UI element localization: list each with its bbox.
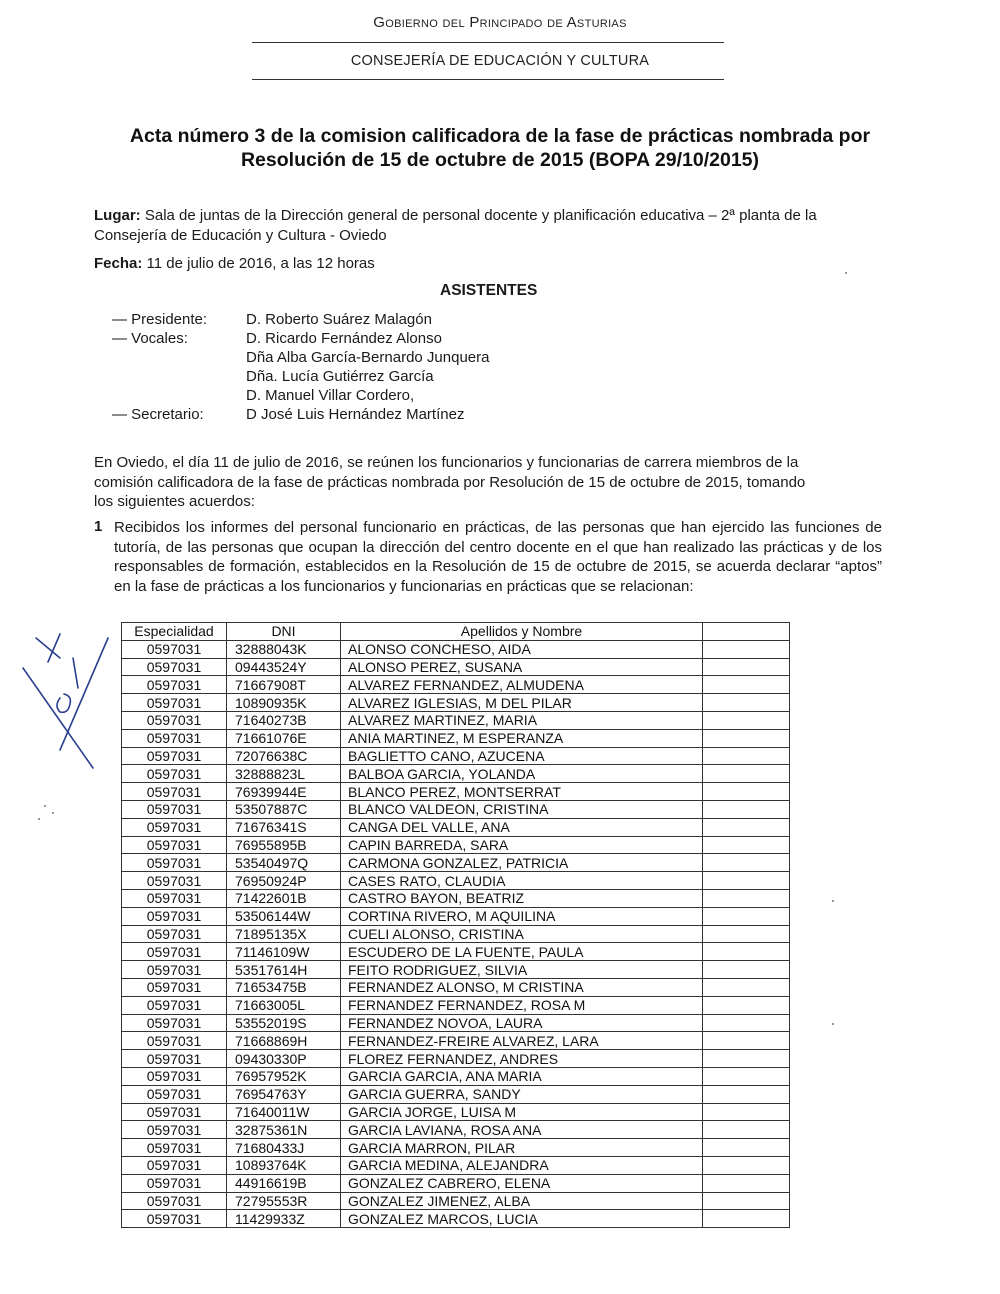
col-header-especialidad: Especialidad xyxy=(122,623,227,641)
cell-dni: 71661076E xyxy=(227,729,341,747)
table-row xyxy=(122,640,790,658)
cell-blank xyxy=(703,889,790,907)
cell-dni: 10893764K xyxy=(227,1156,341,1174)
cell-nombre: ANIA MARTINEZ, M ESPERANZA xyxy=(341,729,703,747)
cell-blank xyxy=(703,1139,790,1157)
cell-especialidad: 0597031 xyxy=(122,872,227,890)
cell-blank xyxy=(703,854,790,872)
cell-especialidad: 0597031 xyxy=(122,1156,227,1174)
cell-blank xyxy=(703,907,790,925)
table-row xyxy=(122,1103,790,1121)
cell-blank xyxy=(703,872,790,890)
cell-blank xyxy=(703,1103,790,1121)
cell-blank xyxy=(703,729,790,747)
cell-nombre: ALONSO PEREZ, SUSANA xyxy=(341,658,703,676)
cell-dni: 71680433J xyxy=(227,1139,341,1157)
intro-line-1: En Oviedo, el día 11 de julio de 2016, se reúnen los funcionarios y funcionarias de carrera miembros de la xyxy=(94,454,799,471)
cell-blank xyxy=(703,996,790,1014)
intro-paragraph xyxy=(94,453,884,512)
table-row xyxy=(122,658,790,676)
cell-blank xyxy=(703,1156,790,1174)
cell-dni: 76955895B xyxy=(227,836,341,854)
cell-dni: 76957952K xyxy=(227,1067,341,1085)
table-row xyxy=(122,925,790,943)
cell-dni: 76939944E xyxy=(227,783,341,801)
cell-dni: 71422601B xyxy=(227,889,341,907)
col-header-dni: DNI xyxy=(227,623,341,641)
table-row xyxy=(122,1210,790,1228)
cell-nombre: BAGLIETTO CANO, AZUCENA xyxy=(341,747,703,765)
table-row xyxy=(122,1156,790,1174)
title-line-2: Resolución de 15 de octubre de 2015 (BOPA 29/10/2015) xyxy=(240,149,760,171)
table-row xyxy=(122,694,790,712)
table-row xyxy=(122,961,790,979)
cell-especialidad: 0597031 xyxy=(122,818,227,836)
letterhead-rule-bottom xyxy=(252,79,724,80)
table-row xyxy=(122,872,790,890)
table-row xyxy=(122,765,790,783)
cell-nombre: FEITO RODRIGUEZ, SILVIA xyxy=(341,961,703,979)
cell-dni: 53540497Q xyxy=(227,854,341,872)
cell-especialidad: 0597031 xyxy=(122,1067,227,1085)
cell-blank xyxy=(703,1067,790,1085)
cell-blank xyxy=(703,978,790,996)
table-row xyxy=(122,1067,790,1085)
cell-nombre: GONZALEZ MARCOS, LUCIA xyxy=(341,1210,703,1228)
cell-especialidad: 0597031 xyxy=(122,676,227,694)
agreement-number: 1 xyxy=(94,518,103,535)
cell-blank xyxy=(703,818,790,836)
table-row xyxy=(122,978,790,996)
attendee-name: Dña. Lucía Gutiérrez García xyxy=(246,368,434,385)
table-row xyxy=(122,836,790,854)
scan-speck xyxy=(832,900,834,902)
cell-nombre: CAPIN BARREDA, SARA xyxy=(341,836,703,854)
cell-blank xyxy=(703,800,790,818)
cell-nombre: CASTRO BAYON, BEATRIZ xyxy=(341,889,703,907)
cell-nombre: CASES RATO, CLAUDIA xyxy=(341,872,703,890)
cell-dni: 71676341S xyxy=(227,818,341,836)
cell-nombre: GONZALEZ JIMENEZ, ALBA xyxy=(341,1192,703,1210)
cell-blank xyxy=(703,640,790,658)
table-row xyxy=(122,1050,790,1068)
cell-blank xyxy=(703,1032,790,1050)
cell-especialidad: 0597031 xyxy=(122,783,227,801)
cell-nombre: ALVAREZ IGLESIAS, M DEL PILAR xyxy=(341,694,703,712)
scan-speck xyxy=(52,812,54,814)
cell-blank xyxy=(703,1085,790,1103)
table-row xyxy=(122,676,790,694)
cell-nombre: GARCIA GARCIA, ANA MARIA xyxy=(341,1067,703,1085)
cell-nombre: BALBOA GARCIA, YOLANDA xyxy=(341,765,703,783)
cell-blank xyxy=(703,658,790,676)
cell-nombre: FERNANDEZ-FREIRE ALVAREZ, LARA xyxy=(341,1032,703,1050)
table-row xyxy=(122,800,790,818)
cell-nombre: FERNANDEZ ALONSO, M CRISTINA xyxy=(341,978,703,996)
cell-blank xyxy=(703,1210,790,1228)
cell-dni: 32888043K xyxy=(227,640,341,658)
cell-dni: 09443524Y xyxy=(227,658,341,676)
cell-especialidad: 0597031 xyxy=(122,1121,227,1139)
cell-dni: 71653475B xyxy=(227,978,341,996)
cell-especialidad: 0597031 xyxy=(122,978,227,996)
cell-nombre: GARCIA LAVIANA, ROSA ANA xyxy=(341,1121,703,1139)
cell-especialidad: 0597031 xyxy=(122,1032,227,1050)
attendee-name: D. Roberto Suárez Malagón xyxy=(246,311,432,328)
scan-speck xyxy=(38,818,40,820)
cell-especialidad: 0597031 xyxy=(122,765,227,783)
cell-nombre: CUELI ALONSO, CRISTINA xyxy=(341,925,703,943)
cell-dni: 72076638C xyxy=(227,747,341,765)
cell-dni: 32875361N xyxy=(227,1121,341,1139)
attendee-name: D. Ricardo Fernández Alonso xyxy=(246,330,442,347)
table-row xyxy=(122,1192,790,1210)
cell-nombre: CORTINA RIVERO, M AQUILINA xyxy=(341,907,703,925)
role-vocales: — Vocales: xyxy=(112,330,188,347)
cell-nombre: ALONSO CONCHESO, AIDA xyxy=(341,640,703,658)
approved-candidates-table xyxy=(121,622,790,1228)
cell-dni: 71668869H xyxy=(227,1032,341,1050)
cell-nombre: GONZALEZ CABRERO, ELENA xyxy=(341,1174,703,1192)
table-row xyxy=(122,711,790,729)
document-title xyxy=(100,124,900,172)
cell-blank xyxy=(703,1121,790,1139)
cell-dni: 32888823L xyxy=(227,765,341,783)
table-row xyxy=(122,1085,790,1103)
cell-dni: 71146109W xyxy=(227,943,341,961)
cell-dni: 09430330P xyxy=(227,1050,341,1068)
cell-nombre: FERNANDEZ NOVOA, LAURA xyxy=(341,1014,703,1032)
cell-especialidad: 0597031 xyxy=(122,729,227,747)
handwritten-signature-icon xyxy=(18,628,118,828)
attendees-heading: ASISTENTES xyxy=(440,282,538,299)
cell-dni: 53517614H xyxy=(227,961,341,979)
scan-speck xyxy=(845,272,847,274)
role-secretario: — Secretario: xyxy=(112,406,204,423)
cell-dni: 44916619B xyxy=(227,1174,341,1192)
cell-especialidad: 0597031 xyxy=(122,694,227,712)
cell-dni: 10890935K xyxy=(227,694,341,712)
scan-speck xyxy=(44,805,46,807)
cell-nombre: GARCIA GUERRA, SANDY xyxy=(341,1085,703,1103)
cell-blank xyxy=(703,765,790,783)
cell-especialidad: 0597031 xyxy=(122,658,227,676)
attendee-name: D. Manuel Villar Cordero, xyxy=(246,387,415,404)
intro-line-2: comisión calificadora de la fase de prácticas nombrada por Resolución de 15 de octubre de 2015, tomando xyxy=(94,473,806,491)
agreement-text: Recibidos los informes del personal funcionario en prácticas, de las personas que han ejercido las funciones de tutoría, de las personas que ocupan la dirección del centro docente en el que han realizado las prácticas y de los responsables de formación, establecidos en la Resolución de 15 de octubre de 2015, se acuerda declarar “aptos” en la fase de prácticas a los funcionarios y funcionarias en prácticas que se relacionan: xyxy=(114,519,882,595)
table-row xyxy=(122,783,790,801)
cell-blank xyxy=(703,694,790,712)
cell-especialidad: 0597031 xyxy=(122,996,227,1014)
cell-especialidad: 0597031 xyxy=(122,1103,227,1121)
cell-especialidad: 0597031 xyxy=(122,907,227,925)
meeting-date xyxy=(94,254,884,274)
table-row xyxy=(122,1014,790,1032)
cell-especialidad: 0597031 xyxy=(122,1139,227,1157)
table-row xyxy=(122,889,790,907)
cell-nombre: BLANCO PEREZ, MONTSERRAT xyxy=(341,783,703,801)
attendee-name: D José Luis Hernández Martínez xyxy=(246,406,465,423)
cell-blank xyxy=(703,961,790,979)
cell-blank xyxy=(703,711,790,729)
cell-nombre: ALVAREZ FERNANDEZ, ALMUDENA xyxy=(341,676,703,694)
cell-nombre: GARCIA JORGE, LUISA M xyxy=(341,1103,703,1121)
cell-blank xyxy=(703,676,790,694)
cell-nombre: BLANCO VALDEON, CRISTINA xyxy=(341,800,703,818)
cell-blank xyxy=(703,783,790,801)
cell-nombre: GARCIA MARRON, PILAR xyxy=(341,1139,703,1157)
cell-especialidad: 0597031 xyxy=(122,1085,227,1103)
cell-dni: 72795553R xyxy=(227,1192,341,1210)
date-label: Fecha: xyxy=(94,255,143,272)
table-row xyxy=(122,729,790,747)
cell-especialidad: 0597031 xyxy=(122,800,227,818)
col-header-blank xyxy=(703,623,790,641)
intro-line-3: los siguientes acuerdos: xyxy=(94,493,255,510)
cell-dni: 11429933Z xyxy=(227,1210,341,1228)
cell-especialidad: 0597031 xyxy=(122,854,227,872)
cell-nombre: CARMONA GONZALEZ, PATRICIA xyxy=(341,854,703,872)
cell-nombre: FLOREZ FERNANDEZ, ANDRES xyxy=(341,1050,703,1068)
cell-blank xyxy=(703,836,790,854)
cell-blank xyxy=(703,1050,790,1068)
letterhead-rule-top xyxy=(252,42,724,43)
cell-blank xyxy=(703,925,790,943)
cell-especialidad: 0597031 xyxy=(122,943,227,961)
cell-nombre: CANGA DEL VALLE, ANA xyxy=(341,818,703,836)
cell-blank xyxy=(703,747,790,765)
cell-dni: 53507887C xyxy=(227,800,341,818)
cell-dni: 76954763Y xyxy=(227,1085,341,1103)
table-row xyxy=(122,907,790,925)
cell-dni: 53506144W xyxy=(227,907,341,925)
table-row xyxy=(122,996,790,1014)
cell-especialidad: 0597031 xyxy=(122,889,227,907)
table-row xyxy=(122,818,790,836)
cell-dni: 71663005L xyxy=(227,996,341,1014)
cell-blank xyxy=(703,943,790,961)
cell-especialidad: 0597031 xyxy=(122,640,227,658)
cell-dni: 71667908T xyxy=(227,676,341,694)
cell-especialidad: 0597031 xyxy=(122,961,227,979)
table-row xyxy=(122,854,790,872)
cell-dni: 71640011W xyxy=(227,1103,341,1121)
date-value: 11 de julio de 2016, a las 12 horas xyxy=(146,255,375,272)
cell-dni: 53552019S xyxy=(227,1014,341,1032)
cell-nombre: ESCUDERO DE LA FUENTE, PAULA xyxy=(341,943,703,961)
letterhead-government: Gobierno del Principado de Asturias xyxy=(373,14,627,31)
attendee-name: Dña Alba García-Bernardo Junquera xyxy=(246,349,490,366)
cell-blank xyxy=(703,1192,790,1210)
cell-especialidad: 0597031 xyxy=(122,1174,227,1192)
location-line-1: Sala de juntas de la Dirección general de personal docente y planificación educativa – 2ª planta de la xyxy=(144,207,817,224)
cell-dni: 76950924P xyxy=(227,872,341,890)
letterhead-department: CONSEJERÍA DE EDUCACIÓN Y CULTURA xyxy=(350,53,650,69)
location-line-2: Consejería de Educación y Cultura - Oviedo xyxy=(94,226,387,244)
cell-especialidad: 0597031 xyxy=(122,925,227,943)
cell-especialidad: 0597031 xyxy=(122,711,227,729)
cell-especialidad: 0597031 xyxy=(122,1210,227,1228)
cell-blank xyxy=(703,1174,790,1192)
table-row xyxy=(122,747,790,765)
role-presidente: — Presidente: xyxy=(112,311,208,328)
table-row xyxy=(122,1139,790,1157)
cell-especialidad: 0597031 xyxy=(122,1192,227,1210)
cell-dni: 71895135X xyxy=(227,925,341,943)
title-line-1: Acta número 3 de la comision calificadora de la fase de prácticas nombrada por xyxy=(129,125,871,147)
cell-dni: 71640273B xyxy=(227,711,341,729)
cell-especialidad: 0597031 xyxy=(122,836,227,854)
cell-nombre: FERNANDEZ FERNANDEZ, ROSA M xyxy=(341,996,703,1014)
cell-nombre: ALVAREZ MARTINEZ, MARIA xyxy=(341,711,703,729)
cell-especialidad: 0597031 xyxy=(122,1050,227,1068)
table-header-row xyxy=(122,623,790,641)
table-row xyxy=(122,1032,790,1050)
col-header-nombre: Apellidos y Nombre xyxy=(341,623,703,641)
cell-blank xyxy=(703,1014,790,1032)
table-row xyxy=(122,1121,790,1139)
cell-especialidad: 0597031 xyxy=(122,1014,227,1032)
cell-especialidad: 0597031 xyxy=(122,747,227,765)
location-label: Lugar: xyxy=(94,207,141,224)
scan-speck xyxy=(832,1023,834,1025)
meeting-location xyxy=(94,206,884,245)
table-row xyxy=(122,1174,790,1192)
cell-nombre: GARCIA MEDINA, ALEJANDRA xyxy=(341,1156,703,1174)
table-row xyxy=(122,943,790,961)
